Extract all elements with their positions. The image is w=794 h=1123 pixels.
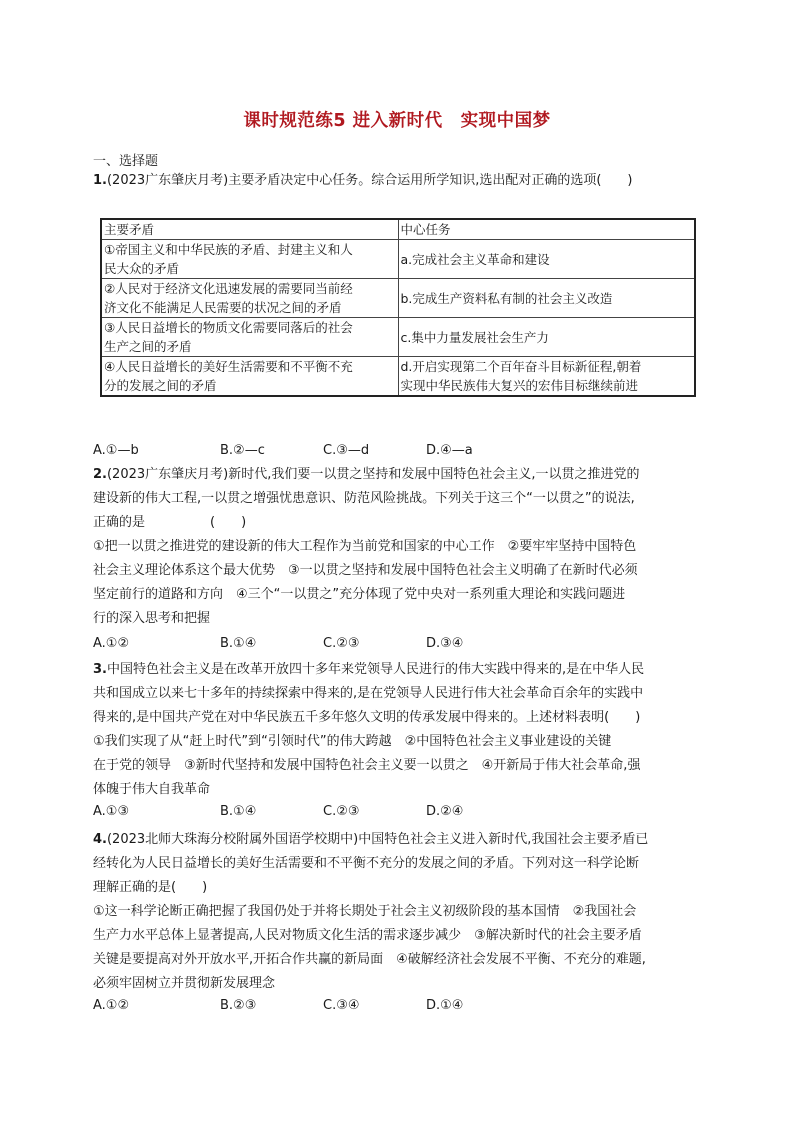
table-cell: [101, 279, 398, 318]
question-line: 经转化为人民日益增长的美好生活需要和不平衡不充分的发展之间的矛盾。下列对这一科学论断: [93, 856, 640, 871]
table-row: [101, 318, 695, 357]
table-cell: [101, 318, 398, 357]
option-a[interactable]: A.①②: [93, 998, 130, 1013]
question-number: 2.: [93, 467, 107, 482]
cell-line: 民大众的矛盾: [104, 261, 180, 276]
question-line: 正确的是 ( ): [93, 515, 247, 530]
question-line: 坚定前行的道路和方向 ④三个“一以贯之”充分体现了党中央对一系列重大理论和实践问题进: [93, 587, 626, 602]
cell-line: c.集中力量发展社会生产力: [400, 329, 549, 345]
question-number: 3.: [93, 662, 107, 677]
option-c[interactable]: C.②③: [323, 804, 360, 819]
table-header-cell: 主要矛盾: [101, 219, 398, 240]
table-row: [101, 240, 695, 279]
question-line: ①把一以贯之推进党的建设新的伟大工程作为当前党和国家的中心工作 ②要牢牢坚持中国特色: [93, 539, 637, 554]
page-title: 课时规范练5 进入新时代 实现中国梦: [243, 111, 551, 131]
cell-line: ④人民日益增长的美好生活需要和不平衡不充: [104, 359, 353, 374]
option-b[interactable]: B.①④: [220, 636, 257, 651]
table-header-row: [101, 219, 695, 240]
table-cell: [101, 240, 398, 279]
option-a[interactable]: A.①②: [93, 636, 130, 651]
question-text: (2023广东肇庆月考)主要矛盾决定中心任务。综合运用所学知识,选出配对正确的选项( ): [106, 173, 633, 188]
option-d[interactable]: D.①④: [426, 998, 464, 1013]
question-number: 1.: [93, 173, 107, 188]
cell-line: b.完成生产资料私有制的社会主义改造: [400, 290, 613, 306]
option-c[interactable]: C.③④: [323, 998, 360, 1013]
cell-line: d.开启实现第二个百年奋斗目标新征程,朝着: [400, 359, 642, 374]
cell-line: 实现中华民族伟大复兴的宏伟目标继续前进: [400, 378, 639, 393]
table-cell: [101, 357, 398, 397]
question-4: [93, 828, 713, 996]
cell-line: 分的发展之间的矛盾: [104, 378, 217, 393]
question-line: 共和国成立以来七十多年的持续探索中得来的,是在党领导人民进行伟大社会革命百余年的实践中: [93, 686, 644, 701]
question-line: (2023广东肇庆月考)新时代,我们要一以贯之坚持和发展中国特色社会主义,一以贯之推进党的: [106, 467, 640, 482]
question-3: [93, 658, 713, 802]
question-line: ①我们实现了从“赶上时代”到“引领时代”的伟大跨越 ②中国特色社会主义事业建设的关键: [93, 734, 612, 749]
cell-line: ①帝国主义和中华民族的矛盾、封建主义和人: [104, 242, 353, 257]
cell-line: 生产之间的矛盾: [104, 339, 192, 354]
option-d[interactable]: D.④—a: [426, 443, 473, 458]
question-1: [93, 169, 713, 193]
question-line: 得来的,是中国共产党在对中华民族五千多年悠久文明的传承发展中得来的。上述材料表明( ): [93, 710, 641, 725]
question-line: 中国特色社会主义是在改革开放四十多年来党领导人民进行的伟大实践中得来的,是在中华人民: [106, 662, 645, 677]
contradiction-task-table: [100, 218, 696, 397]
option-c[interactable]: C.②③: [323, 636, 360, 651]
option-b[interactable]: B.②—c: [220, 443, 265, 458]
option-d[interactable]: D.③④: [426, 636, 464, 651]
question-line: 理解正确的是( ): [93, 880, 208, 895]
cell-line: 济文化不能满足人民需要的状况之间的矛盾: [104, 300, 342, 315]
table-cell: [398, 240, 695, 279]
table-cell: [398, 279, 695, 318]
option-a[interactable]: A.①③: [93, 804, 130, 819]
question-line: 关键是要提高对外开放水平,开拓合作共赢的新局面 ④破解经济社会发展不平衡、不充分的难题,: [93, 952, 646, 967]
table-row: [101, 357, 695, 397]
question-line: 体魄于伟大自我革命: [93, 782, 211, 797]
table-cell: [398, 318, 695, 357]
table-cell: [398, 357, 695, 397]
option-b[interactable]: B.②③: [220, 998, 257, 1013]
question-2: [93, 463, 713, 631]
option-b[interactable]: B.①④: [220, 804, 257, 819]
question-line: 行的深入思考和把握: [93, 611, 211, 626]
table-header-cell: 中心任务: [398, 219, 695, 240]
cell-line: ③人民日益增长的物质文化需要同落后的社会: [104, 320, 353, 335]
question-line: 必须牢固树立并贯彻新发展理念: [93, 976, 276, 991]
table-row: [101, 279, 695, 318]
option-a[interactable]: A.①—b: [93, 443, 139, 458]
cell-line: ②人民对于经济文化迅速发展的需要同当前经: [104, 281, 353, 296]
question-line: 社会主义理论体系这个最大优势 ③一以贯之坚持和发展中国特色社会主义明确了在新时代必须: [93, 563, 638, 578]
question-line: ①这一科学论断正确把握了我国仍处于并将长期处于社会主义初级阶段的基本国情 ②我国社会: [93, 904, 637, 919]
section-heading: 一、选择题: [93, 154, 159, 169]
question-line: 在于党的领导 ③新时代坚持和发展中国特色社会主义要一以贯之 ④开新局于伟大社会革命,强: [93, 758, 641, 773]
option-c[interactable]: C.③—d: [323, 443, 370, 458]
question-line: 建设新的伟大工程,一以贯之增强忧患意识、防范风险挑战。下列关于这三个“一以贯之”的说法,: [93, 491, 635, 506]
cell-line: a.完成社会主义革命和建设: [400, 251, 550, 267]
option-d[interactable]: D.②④: [426, 804, 464, 819]
question-line: (2023北师大珠海分校附属外国语学校期中)中国特色社会主义进入新时代,我国社会主要矛盾已: [106, 832, 649, 847]
question-line: 生产力水平总体上显著提高,人民对物质文化生活的需求逐步减少 ③解决新时代的社会主要矛盾: [93, 928, 642, 943]
question-number: 4.: [93, 832, 107, 847]
